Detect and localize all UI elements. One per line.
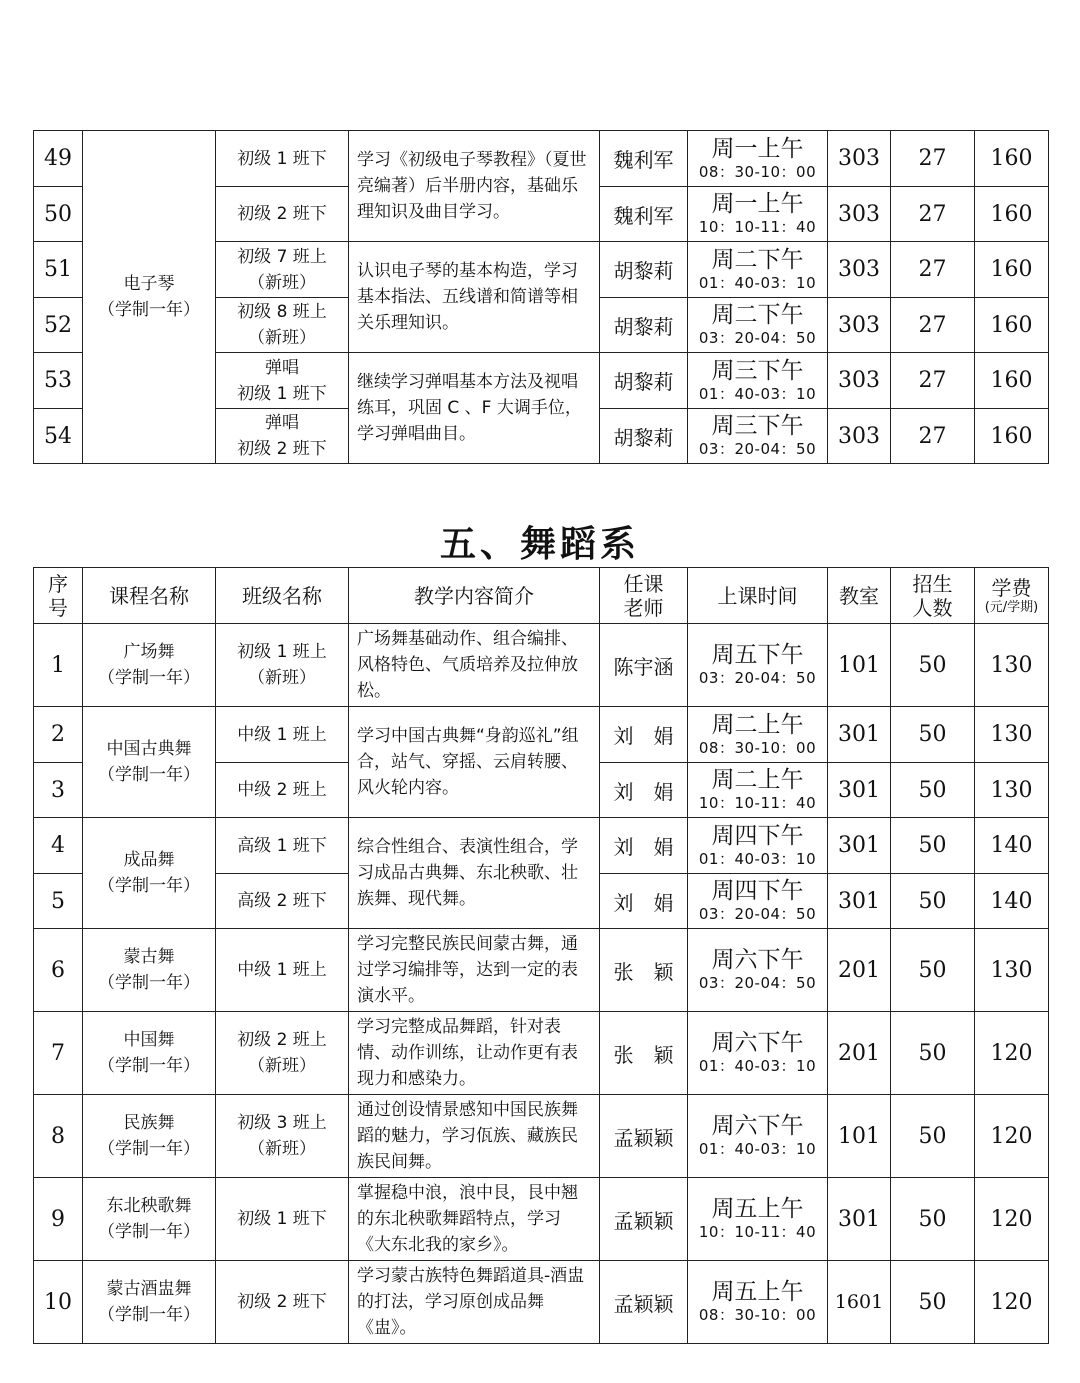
class-name: 初级 1 班上 （新班）	[216, 624, 349, 707]
row-number: 50	[34, 187, 83, 242]
dance-course-table	[33, 567, 1049, 1344]
teacher-name: 魏利军	[600, 131, 688, 187]
tuition-fee: 120	[975, 1261, 1049, 1344]
teacher-name: 张 颖	[600, 929, 688, 1012]
class-time: 周五上午 08：30-10：00	[688, 1261, 828, 1344]
teacher-name: 刘 娟	[600, 707, 688, 763]
classroom: 303	[828, 131, 891, 187]
classroom: 301	[828, 763, 891, 818]
class-name: 初级 2 班上 （新班）	[216, 1012, 349, 1095]
header-course-name: 课程名称	[83, 568, 216, 624]
class-name: 初级 2 班下	[216, 1261, 349, 1344]
class-name: 中级 1 班上	[216, 707, 349, 763]
class-name: 弹唱 初级 2 班下	[216, 409, 349, 464]
classroom: 303	[828, 409, 891, 464]
row-number: 7	[34, 1012, 83, 1095]
class-name: 中级 2 班上	[216, 763, 349, 818]
course-name-cell: 广场舞 （学制一年）	[83, 624, 216, 707]
enrollment-count: 50	[891, 707, 975, 763]
class-name: 中级 1 班上	[216, 929, 349, 1012]
row-number: 3	[34, 763, 83, 818]
enrollment-count: 50	[891, 1261, 975, 1344]
course-description: 认识电子琴的基本构造，学习基本指法、五线谱和简谱等相关乐理知识。	[349, 242, 600, 353]
class-time: 周四下午 03：20-04：50	[688, 874, 828, 929]
teacher-name: 陈宇涵	[600, 624, 688, 707]
class-time: 周二上午 08：30-10：00	[688, 707, 828, 763]
section-title: 五、舞蹈系	[439, 523, 640, 565]
enrollment-count: 50	[891, 1012, 975, 1095]
tuition-fee: 160	[975, 187, 1049, 242]
course-name-cell: 民族舞 （学制一年）	[83, 1095, 216, 1178]
enrollment-count: 50	[891, 1095, 975, 1178]
course-description: 学习蒙古族特色舞蹈道具-酒盅的打法，学习原创成品舞《盅》。	[349, 1261, 600, 1344]
enrollment-count: 50	[891, 1178, 975, 1261]
class-name: 初级 2 班下	[216, 187, 349, 242]
row-number: 10	[34, 1261, 83, 1344]
classroom: 101	[828, 624, 891, 707]
enrollment-count: 50	[891, 818, 975, 874]
classroom: 101	[828, 1095, 891, 1178]
classroom: 301	[828, 1178, 891, 1261]
teacher-name: 胡黎莉	[600, 353, 688, 409]
tuition-fee: 130	[975, 707, 1049, 763]
class-time: 周五下午 03：20-04：50	[688, 624, 828, 707]
enrollment-count: 27	[891, 131, 975, 187]
teacher-name: 张 颖	[600, 1012, 688, 1095]
row-number: 54	[34, 409, 83, 464]
table-row	[34, 624, 1049, 707]
enrollment-count: 50	[891, 929, 975, 1012]
classroom: 303	[828, 298, 891, 353]
row-number: 8	[34, 1095, 83, 1178]
teacher-name: 胡黎莉	[600, 242, 688, 298]
teacher-name: 孟颖颖	[600, 1178, 688, 1261]
course-description: 广场舞基础动作、组合编排、风格特色、气质培养及拉伸放松。	[349, 624, 600, 707]
row-number: 1	[34, 624, 83, 707]
class-time: 周二上午 10：10-11：40	[688, 763, 828, 818]
teacher-name: 刘 娟	[600, 818, 688, 874]
tuition-fee: 130	[975, 929, 1049, 1012]
classroom: 303	[828, 187, 891, 242]
course-description: 学习中国古典舞“身韵巡礼”组合，站气、穿摇、云肩转腰、风火轮内容。	[349, 707, 600, 818]
class-time: 周六下午 03：20-04：50	[688, 929, 828, 1012]
class-time: 周六下午 01：40-03：10	[688, 1095, 828, 1178]
course-description: 通过创设情景感知中国民族舞蹈的魅力，学习佤族、藏族民族民间舞。	[349, 1095, 600, 1178]
teacher-name: 刘 娟	[600, 763, 688, 818]
teacher-name: 胡黎莉	[600, 298, 688, 353]
course-description: 综合性组合、表演性组合，学习成品古典舞、东北秧歌、壮族舞、现代舞。	[349, 818, 600, 929]
tuition-fee: 120	[975, 1012, 1049, 1095]
course-name-cell: 中国舞 （学制一年）	[83, 1012, 216, 1095]
course-name-cell: 蒙古酒盅舞 （学制一年）	[83, 1261, 216, 1344]
tuition-fee: 120	[975, 1178, 1049, 1261]
table-header-row	[34, 568, 1049, 624]
class-name: 弹唱 初级 1 班下	[216, 353, 349, 409]
classroom: 303	[828, 242, 891, 298]
tuition-fee: 160	[975, 298, 1049, 353]
tuition-fee: 160	[975, 353, 1049, 409]
course-description: 学习完整民族民间蒙古舞，通过学习编排等，达到一定的表演水平。	[349, 929, 600, 1012]
table-row	[34, 929, 1049, 1012]
class-time: 周六下午 01：40-03：10	[688, 1012, 828, 1095]
class-name: 高级 2 班下	[216, 874, 349, 929]
class-name: 初级 1 班下	[216, 131, 349, 187]
course-name-cell: 成品舞 （学制一年）	[83, 818, 216, 929]
class-name: 初级 1 班下	[216, 1178, 349, 1261]
classroom: 301	[828, 818, 891, 874]
header-fee: 学费 (元/学期)	[975, 568, 1049, 624]
classroom: 301	[828, 874, 891, 929]
tuition-fee: 130	[975, 624, 1049, 707]
class-time: 周二下午 01：40-03：10	[688, 242, 828, 298]
tuition-fee: 160	[975, 242, 1049, 298]
header-classroom: 教室	[828, 568, 891, 624]
teacher-name: 孟颖颖	[600, 1095, 688, 1178]
class-name: 初级 8 班上 （新班）	[216, 298, 349, 353]
class-time: 周五上午 10：10-11：40	[688, 1178, 828, 1261]
class-time: 周四下午 01：40-03：10	[688, 818, 828, 874]
header-enrollment: 招生 人数	[891, 568, 975, 624]
course-name: 电子琴	[123, 274, 175, 294]
classroom: 1601	[828, 1261, 891, 1344]
enrollment-count: 50	[891, 624, 975, 707]
row-number: 53	[34, 353, 83, 409]
class-time: 周三下午 03：20-04：50	[688, 409, 828, 464]
row-number: 2	[34, 707, 83, 763]
row-number: 49	[34, 131, 83, 187]
tuition-fee: 130	[975, 763, 1049, 818]
tuition-fee: 160	[975, 131, 1049, 187]
teacher-name: 孟颖颖	[600, 1261, 688, 1344]
teacher-name: 魏利军	[600, 187, 688, 242]
table-row	[34, 1012, 1049, 1095]
row-number: 4	[34, 818, 83, 874]
tuition-fee: 140	[975, 818, 1049, 874]
course-description: 继续学习弹唱基本方法及视唱练耳，巩固 C 、F 大调手位，学习弹唱曲目。	[349, 353, 600, 464]
course-name-cell: 蒙古舞 （学制一年）	[83, 929, 216, 1012]
header-time: 上课时间	[688, 568, 828, 624]
classroom: 303	[828, 353, 891, 409]
row-number: 52	[34, 298, 83, 353]
header-description: 教学内容简介	[349, 568, 600, 624]
course-description: 学习《初级电子琴教程》（夏世亮编著）后半册内容，基础乐理知识及曲目学习。	[349, 131, 600, 242]
tuition-fee: 140	[975, 874, 1049, 929]
table-row	[34, 707, 1049, 763]
header-number: 序 号	[34, 568, 83, 624]
table-row	[34, 1261, 1049, 1344]
table-row	[34, 1178, 1049, 1261]
row-number: 5	[34, 874, 83, 929]
course-name-cell: 东北秧歌舞 （学制一年）	[83, 1178, 216, 1261]
enrollment-count: 50	[891, 763, 975, 818]
header-class-name: 班级名称	[216, 568, 349, 624]
class-name: 初级 3 班上 （新班）	[216, 1095, 349, 1178]
enrollment-count: 27	[891, 242, 975, 298]
header-teacher: 任课 老师	[600, 568, 688, 624]
class-name: 初级 7 班上 （新班）	[216, 242, 349, 298]
table-row	[34, 818, 1049, 874]
course-description: 学习完整成品舞蹈，针对表情、动作训练，让动作更有表现力和感染力。	[349, 1012, 600, 1095]
row-number: 6	[34, 929, 83, 1012]
enrollment-count: 50	[891, 874, 975, 929]
class-time: 周一上午 10：10-11：40	[688, 187, 828, 242]
class-name: 高级 1 班下	[216, 818, 349, 874]
enrollment-count: 27	[891, 353, 975, 409]
course-description: 掌握稳中浪，浪中艮，艮中翘的东北秧歌舞蹈特点，学习《大东北我的家乡》。	[349, 1178, 600, 1261]
course-duration: （学制一年）	[98, 300, 200, 320]
keyboard-course-table	[33, 130, 1049, 464]
row-number: 51	[34, 242, 83, 298]
teacher-name: 刘 娟	[600, 874, 688, 929]
tuition-fee: 160	[975, 409, 1049, 464]
table-row	[34, 131, 1049, 187]
enrollment-count: 27	[891, 409, 975, 464]
row-number: 9	[34, 1178, 83, 1261]
teacher-name: 胡黎莉	[600, 409, 688, 464]
class-time: 周三下午 01：40-03：10	[688, 353, 828, 409]
enrollment-count: 27	[891, 298, 975, 353]
tuition-fee: 120	[975, 1095, 1049, 1178]
classroom: 201	[828, 1012, 891, 1095]
course-name-cell: 中国古典舞 （学制一年）	[83, 707, 216, 818]
class-time: 周二下午 03：20-04：50	[688, 298, 828, 353]
class-time: 周一上午 08：30-10：00	[688, 131, 828, 187]
classroom: 201	[828, 929, 891, 1012]
course-name-cell	[83, 131, 216, 464]
classroom: 301	[828, 707, 891, 763]
enrollment-count: 27	[891, 187, 975, 242]
table-row	[34, 1095, 1049, 1178]
